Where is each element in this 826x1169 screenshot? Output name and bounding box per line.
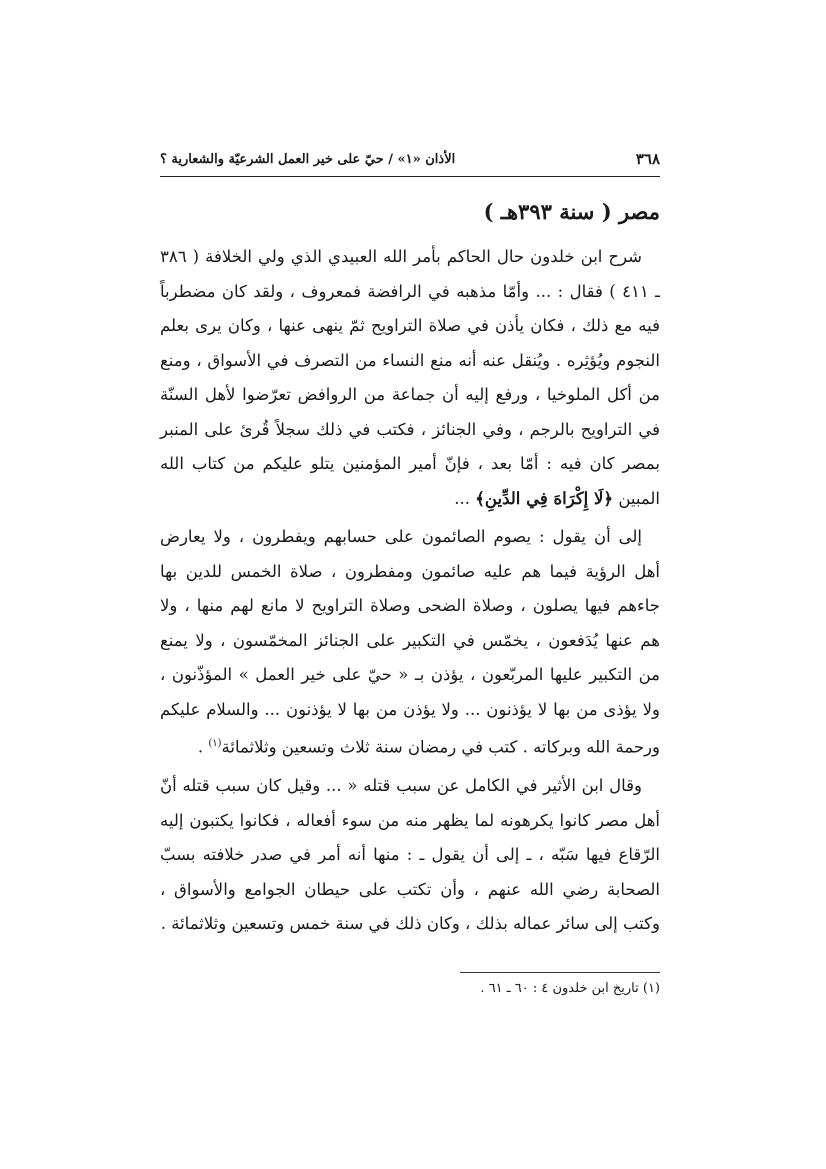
section-heading: مصر ( سنة ٣٩٣هـ ) [483, 199, 660, 224]
document-page [160, 140, 660, 996]
running-title: الأذان «١» / حيّ على خير العمل الشرعيّة والشعارية ؟ [160, 152, 456, 167]
running-header [160, 140, 660, 177]
paragraph-1 [160, 240, 660, 516]
footnote-reference[interactable]: (١) [208, 738, 222, 749]
paragraph-3 [160, 769, 660, 942]
paragraph-2-end: . [197, 737, 209, 757]
paragraph-3-text: وقال ابن الأثير في الكامل عن سبب قتله « ... وقيل كان سبب قتله أنّ أهل مصر كانوا يكرهونه لما يظهر منه من سوء أفعاله ، فكانوا يكتبون إليه الرّقاع فيها سَبّه ، ـ إلى أن يقول ـ : منها أنه أمر في صدر خلافته بسبّ الصحابة رضي الله عنهم ، وأن تكتب على حيطان الجوامع والأسواق ، وكتب إلى سائر عماله بذلك ، وكان ذلك في سنة خمس وتسعين وثلاثمائة . [160, 776, 660, 933]
footnote: (١) تاريخ ابن خلدون ٤ : ٦٠ ـ ٦١ . [480, 980, 660, 996]
paragraph-2 [160, 520, 660, 765]
paragraph-2-text: إلى أن يقول : يصوم الصائمون على حسابهم ويفطرون ، ولا يعارض أهل الرؤية فيما هم عليه صائمون ومفطرون ، صلاة الخمس للدين بها جاءهم فيها يصلون ، وصلاة الضحى وصلاة التراويح لا مانع لهم منها ، ولا هم عنها يُدَفعون ، يخمّس في التكبير على الجنائز المخمّسون ، ولا يمنع من التكبير عليها المربّعون ، يؤذن بـ « حيّ على خير العمل » المؤذّنون ، ولا يؤذى من بها لا يؤذنون ... ولا يؤذن من بها لا يؤذنون ... والسلام عليكم ورحمة الله وبركاته . كتب في رمضان سنة ثلاث وتسعين وثلاثمائة [160, 527, 660, 757]
paragraph-1-end: ... [454, 488, 476, 508]
paragraph-1-text: شرح ابن خلدون حال الحاكم بأمر الله العبيدي الذي ولي الخلافة ( ٣٨٦ ـ ٤١١ ) فقال : ... وأمّا مذهبه في الرافضة فمعروف ، ولقد كان مضطرباً فيه مع ذلك ، فكان يأذن في صلاة التراويح ثمّ ينهى عنها ، وكان يرى بعلم النجوم ويُؤثِره . ويُنقل عنه أنه منع النساء من التصرف في الأسواق ، ومنع من أكل الملوخيا ، ورفع إليه أن جماعة من الروافض تعرّضوا لأهل السنّة في التراويح بالرجم ، وفي الجنائز ، فكتب في ذلك سجلاً قُرئ على المنبر بمصر كان فيه : أمّا بعد ، فإنّ أمير المؤمنين يتلو عليكم من كتاب الله المبين [160, 247, 660, 508]
page-number: ٣٦٨ [635, 150, 660, 168]
quran-verse: ﴿لَا إِكْرَاهَ فِي الدِّينِ﴾ [475, 488, 614, 508]
footnote-divider [460, 972, 660, 973]
